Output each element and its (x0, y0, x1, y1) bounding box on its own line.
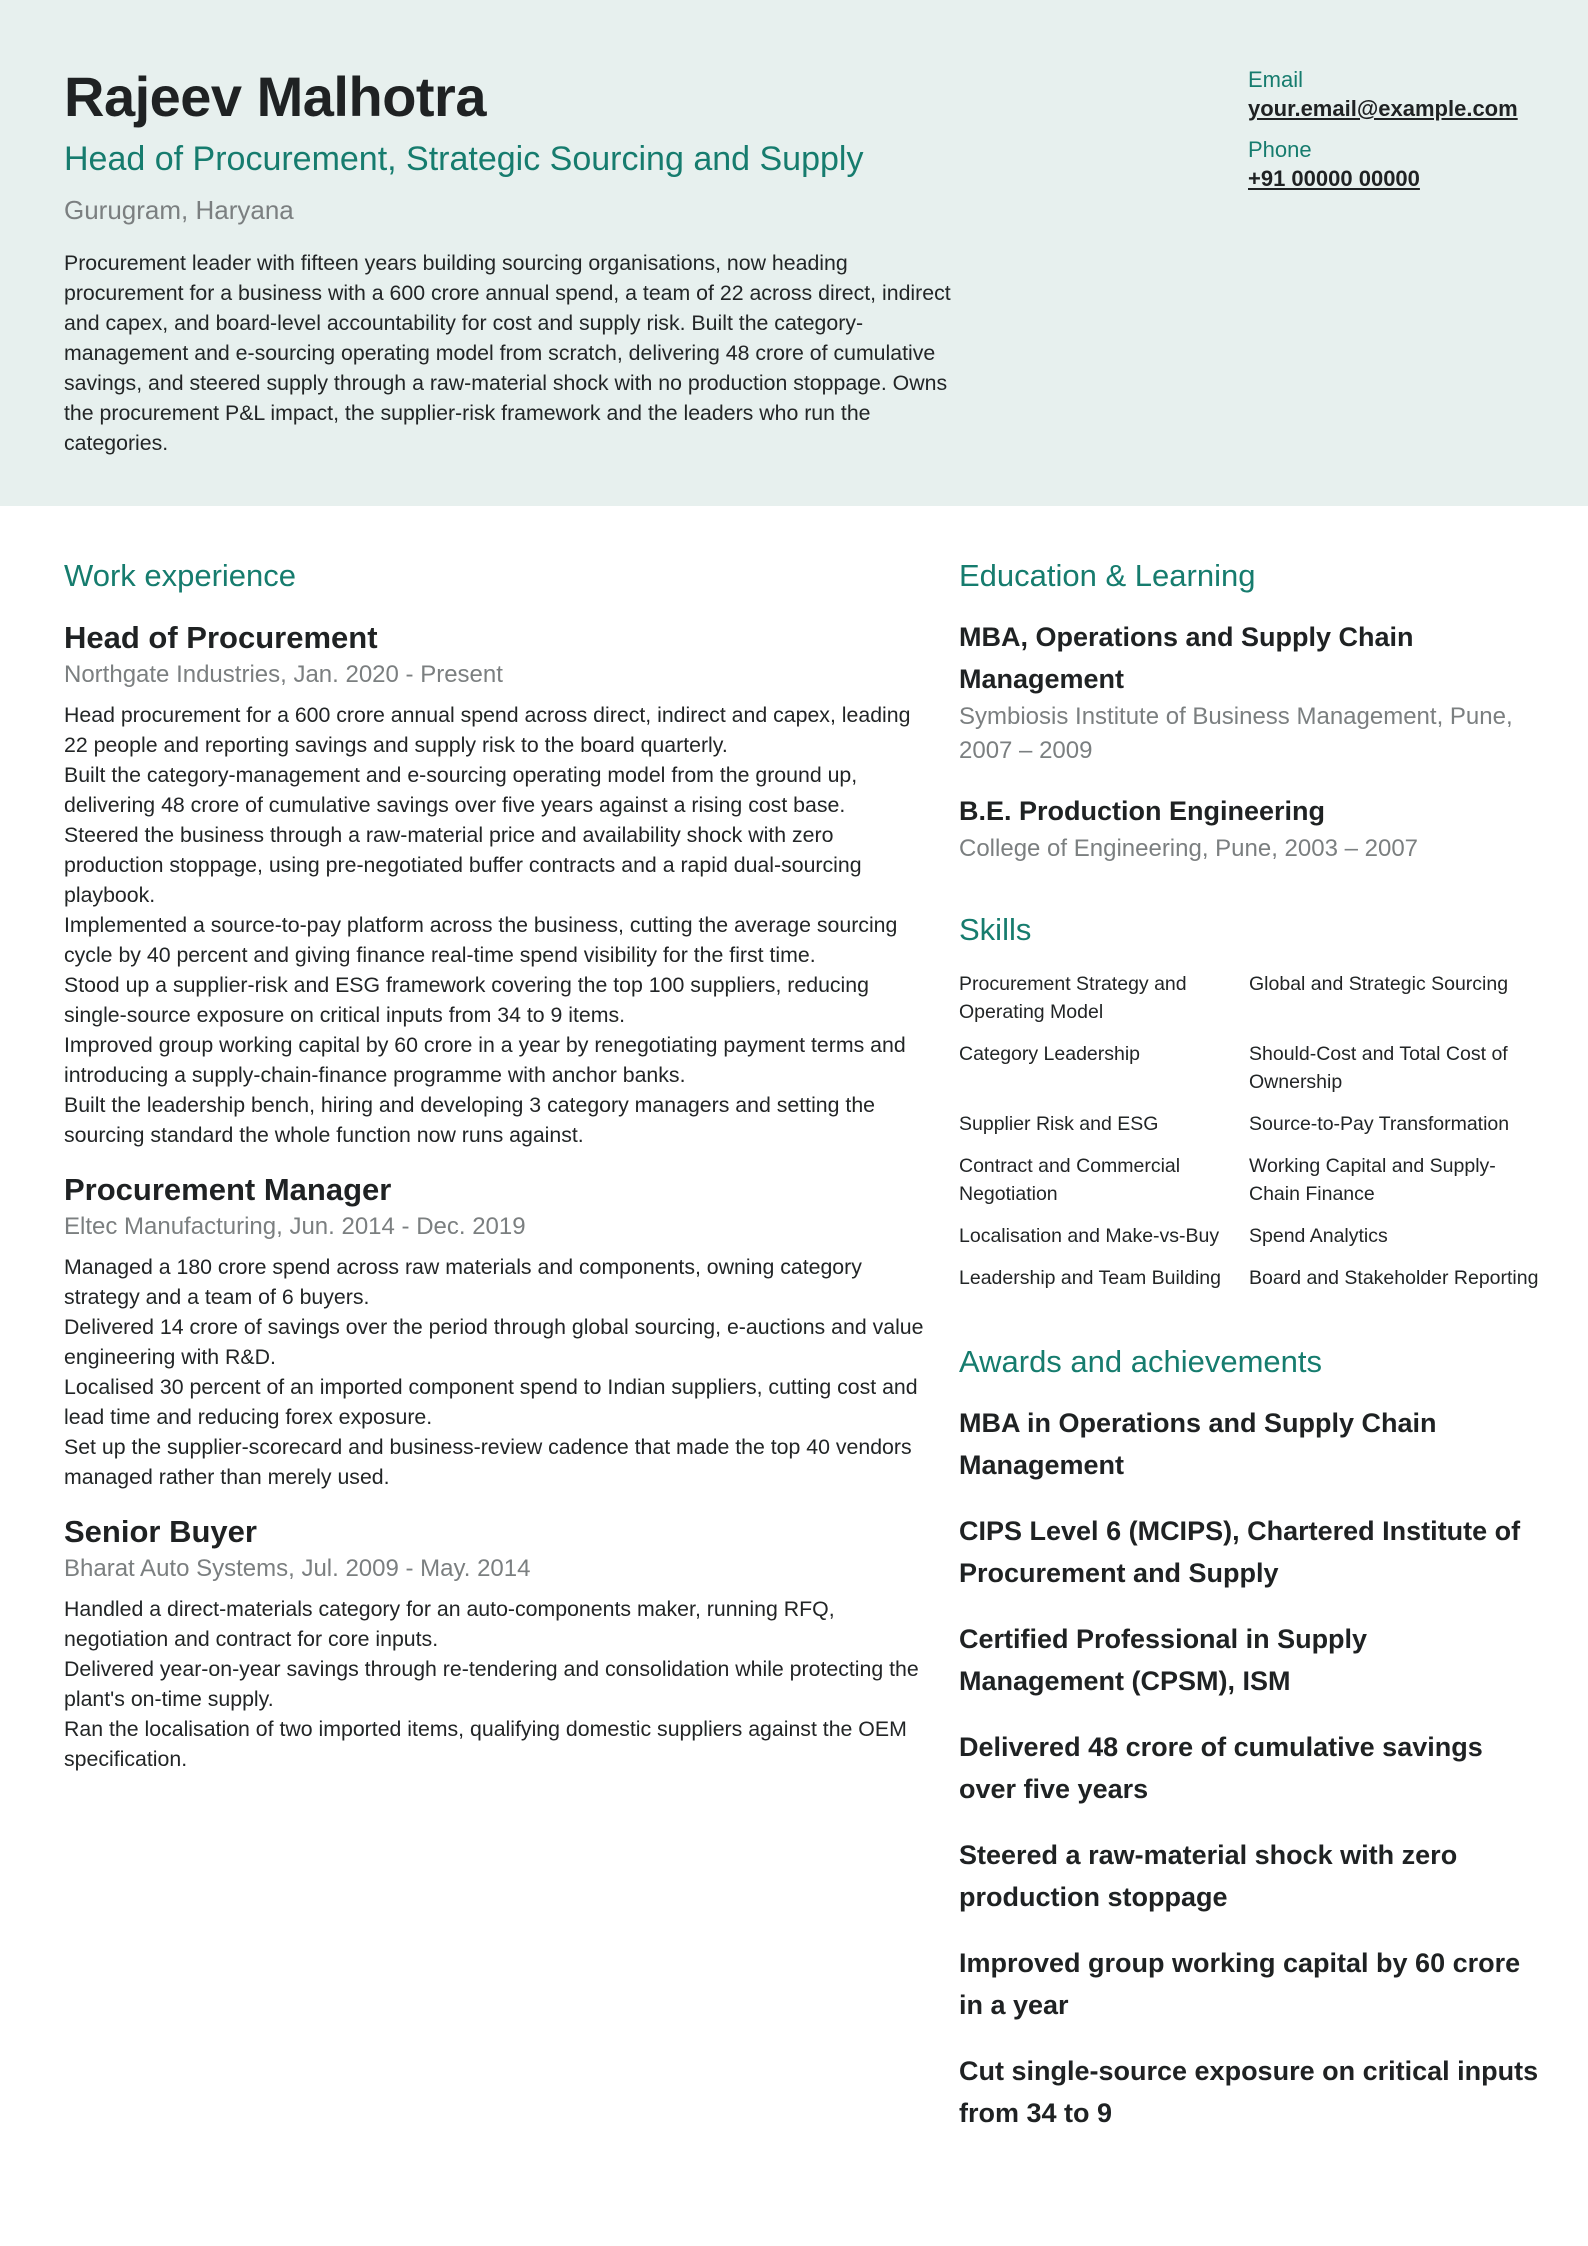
candidate-location: Gurugram, Haryana (64, 195, 294, 225)
skill-item: Should-Cost and Total Cost of Ownership (1249, 1043, 1508, 1093)
job-bullet: Implemented a source-to-pay platform across the business, cutting the average sourcing cycle by 40 percent and giving finance real-time spend visibility for the first time. (64, 913, 898, 967)
skill-item: Board and Stakeholder Reporting (1249, 1267, 1539, 1289)
job-entry (64, 1170, 924, 1492)
skill-item: Supplier Risk and ESG (959, 1113, 1159, 1135)
award-item: Certified Professional in Supply Management (CPSM), ISM (959, 1624, 1368, 1696)
job-responsibilities (64, 1252, 924, 1492)
skills-heading: Skills (959, 912, 1032, 947)
award-item: MBA in Operations and Supply Chain Management (959, 1408, 1437, 1480)
job-company-dates: Bharat Auto Systems, Jul. 2009 - May. 2014 (64, 1555, 531, 1582)
degree-title: MBA, Operations and Supply Chain Management (959, 622, 1414, 694)
job-responsibilities (64, 1594, 924, 1774)
job-entry (64, 618, 924, 1150)
job-entry (64, 1512, 924, 1774)
award-item: CIPS Level 6 (MCIPS), Chartered Institute of Procurement and Supply (959, 1516, 1521, 1588)
job-bullet: Managed a 180 crore spend across raw materials and components, owning category strategy and a team of 6 buyers. (64, 1255, 862, 1309)
candidate-name: Rajeev Malhotra (64, 65, 486, 128)
phone-link[interactable]: +91 00000 00000 (1248, 166, 1420, 191)
awards-heading: Awards and achievements (959, 1344, 1323, 1379)
job-company-dates: Eltec Manufacturing, Jun. 2014 - Dec. 2019 (64, 1213, 526, 1240)
education-entry (959, 616, 1539, 768)
job-bullet: Head procurement for a 600 crore annual spend across direct, indirect and capex, leading 22 people and reporting savings and supply risk to the board quarterly. (64, 703, 911, 757)
job-title: Head of Procurement (64, 620, 378, 655)
skill-item: Procurement Strategy and Operating Model (959, 973, 1187, 1023)
skill-item: Spend Analytics (1249, 1225, 1388, 1247)
skill-item: Leadership and Team Building (959, 1267, 1221, 1289)
job-bullet: Built the leadership bench, hiring and developing 3 category managers and setting the sourcing standard the whole function now runs against. (64, 1093, 876, 1147)
awards-list (959, 1402, 1539, 2134)
job-bullet: Delivered year-on-year savings through re-tendering and consolidation while protecting the plant's on-time supply. (64, 1657, 919, 1711)
degree-institution: College of Engineering, Pune, 2003 – 2007 (959, 835, 1419, 862)
job-responsibilities (64, 700, 924, 1150)
phone-label: Phone (1248, 137, 1312, 162)
job-bullet: Ran the localisation of two imported items, qualifying domestic suppliers against the OEM specification. (64, 1717, 907, 1771)
skill-item: Global and Strategic Sourcing (1249, 973, 1509, 995)
skill-item: Source-to-Pay Transformation (1249, 1113, 1510, 1135)
job-bullet: Steered the business through a raw-material price and availability shock with zero production stoppage, using pre-negotiated buffer contracts and a rapid dual-sourcing playbook. (64, 823, 862, 907)
work-experience-heading: Work experience (64, 558, 297, 593)
contact-block (1248, 66, 1548, 206)
education-entry (959, 790, 1539, 866)
job-title: Procurement Manager (64, 1172, 392, 1207)
award-item: Delivered 48 crore of cumulative savings over five years (959, 1732, 1483, 1804)
email-link[interactable]: your.email@example.com (1248, 96, 1518, 121)
work-experience-column (64, 556, 924, 1774)
skills-list (959, 970, 1539, 1292)
skill-item: Working Capital and Supply-Chain Finance (1249, 1155, 1496, 1205)
job-bullet: Stood up a supplier-risk and ESG framework covering the top 100 suppliers, reducing single-source exposure on critical inputs from 34 to 9 items. (64, 973, 869, 1027)
job-bullet: Delivered 14 crore of savings over the period through global sourcing, e-auctions and value engineering with R&D. (64, 1315, 924, 1369)
resume-header (0, 0, 1588, 506)
job-bullet: Localised 30 percent of an imported component spend to Indian suppliers, cutting cost and lead time and reducing forex exposure. (64, 1375, 918, 1429)
job-bullet: Built the category-management and e-sourcing operating model from the ground up, delivering 48 crore of cumulative savings over five years against a rising cost base. (64, 763, 858, 817)
job-bullet: Set up the supplier-scorecard and business-review cadence that made the top 40 vendors managed rather than merely used. (64, 1435, 912, 1489)
award-item: Cut single-source exposure on critical inputs from 34 to 9 (959, 2056, 1539, 2128)
email-label: Email (1248, 67, 1304, 92)
skill-item: Localisation and Make-vs-Buy (959, 1225, 1220, 1247)
degree-institution: Symbiosis Institute of Business Management, Pune, 2007 – 2009 (959, 703, 1513, 764)
profile-summary: Procurement leader with fifteen years building sourcing organisations, now heading procurement for a business with a 600 crore annual spend, a team of 22 across direct, indirect and capex, and board-level accountability for cost and supply risk. Built the category-management and e-sourcing operating model from scratch, delivering 48 crore of cumulative savings, and steered supply through a raw-material shock with no production stoppage. Owns the procurement P&L impact, the supplier-risk framework and the leaders who run the categories. (64, 251, 951, 455)
skill-item: Category Leadership (959, 1043, 1141, 1065)
candidate-title: Head of Procurement, Strategic Sourcing and Supply (64, 140, 864, 178)
job-bullet: Improved group working capital by 60 crore in a year by renegotiating payment terms and introducing a supply-chain-finance programme with anchor banks. (64, 1033, 906, 1087)
sidebar-column (959, 556, 1539, 2158)
skill-item: Contract and Commercial Negotiation (959, 1155, 1181, 1205)
award-item: Steered a raw-material shock with zero production stoppage (959, 1840, 1458, 1912)
job-title: Senior Buyer (64, 1514, 257, 1549)
job-bullet: Handled a direct-materials category for an auto-components maker, running RFQ, negotiation and contract for core inputs. (64, 1597, 835, 1651)
education-heading: Education & Learning (959, 558, 1256, 593)
job-company-dates: Northgate Industries, Jan. 2020 - Present (64, 661, 503, 688)
award-item: Improved group working capital by 60 crore in a year (959, 1948, 1521, 2020)
degree-title: B.E. Production Engineering (959, 796, 1326, 826)
